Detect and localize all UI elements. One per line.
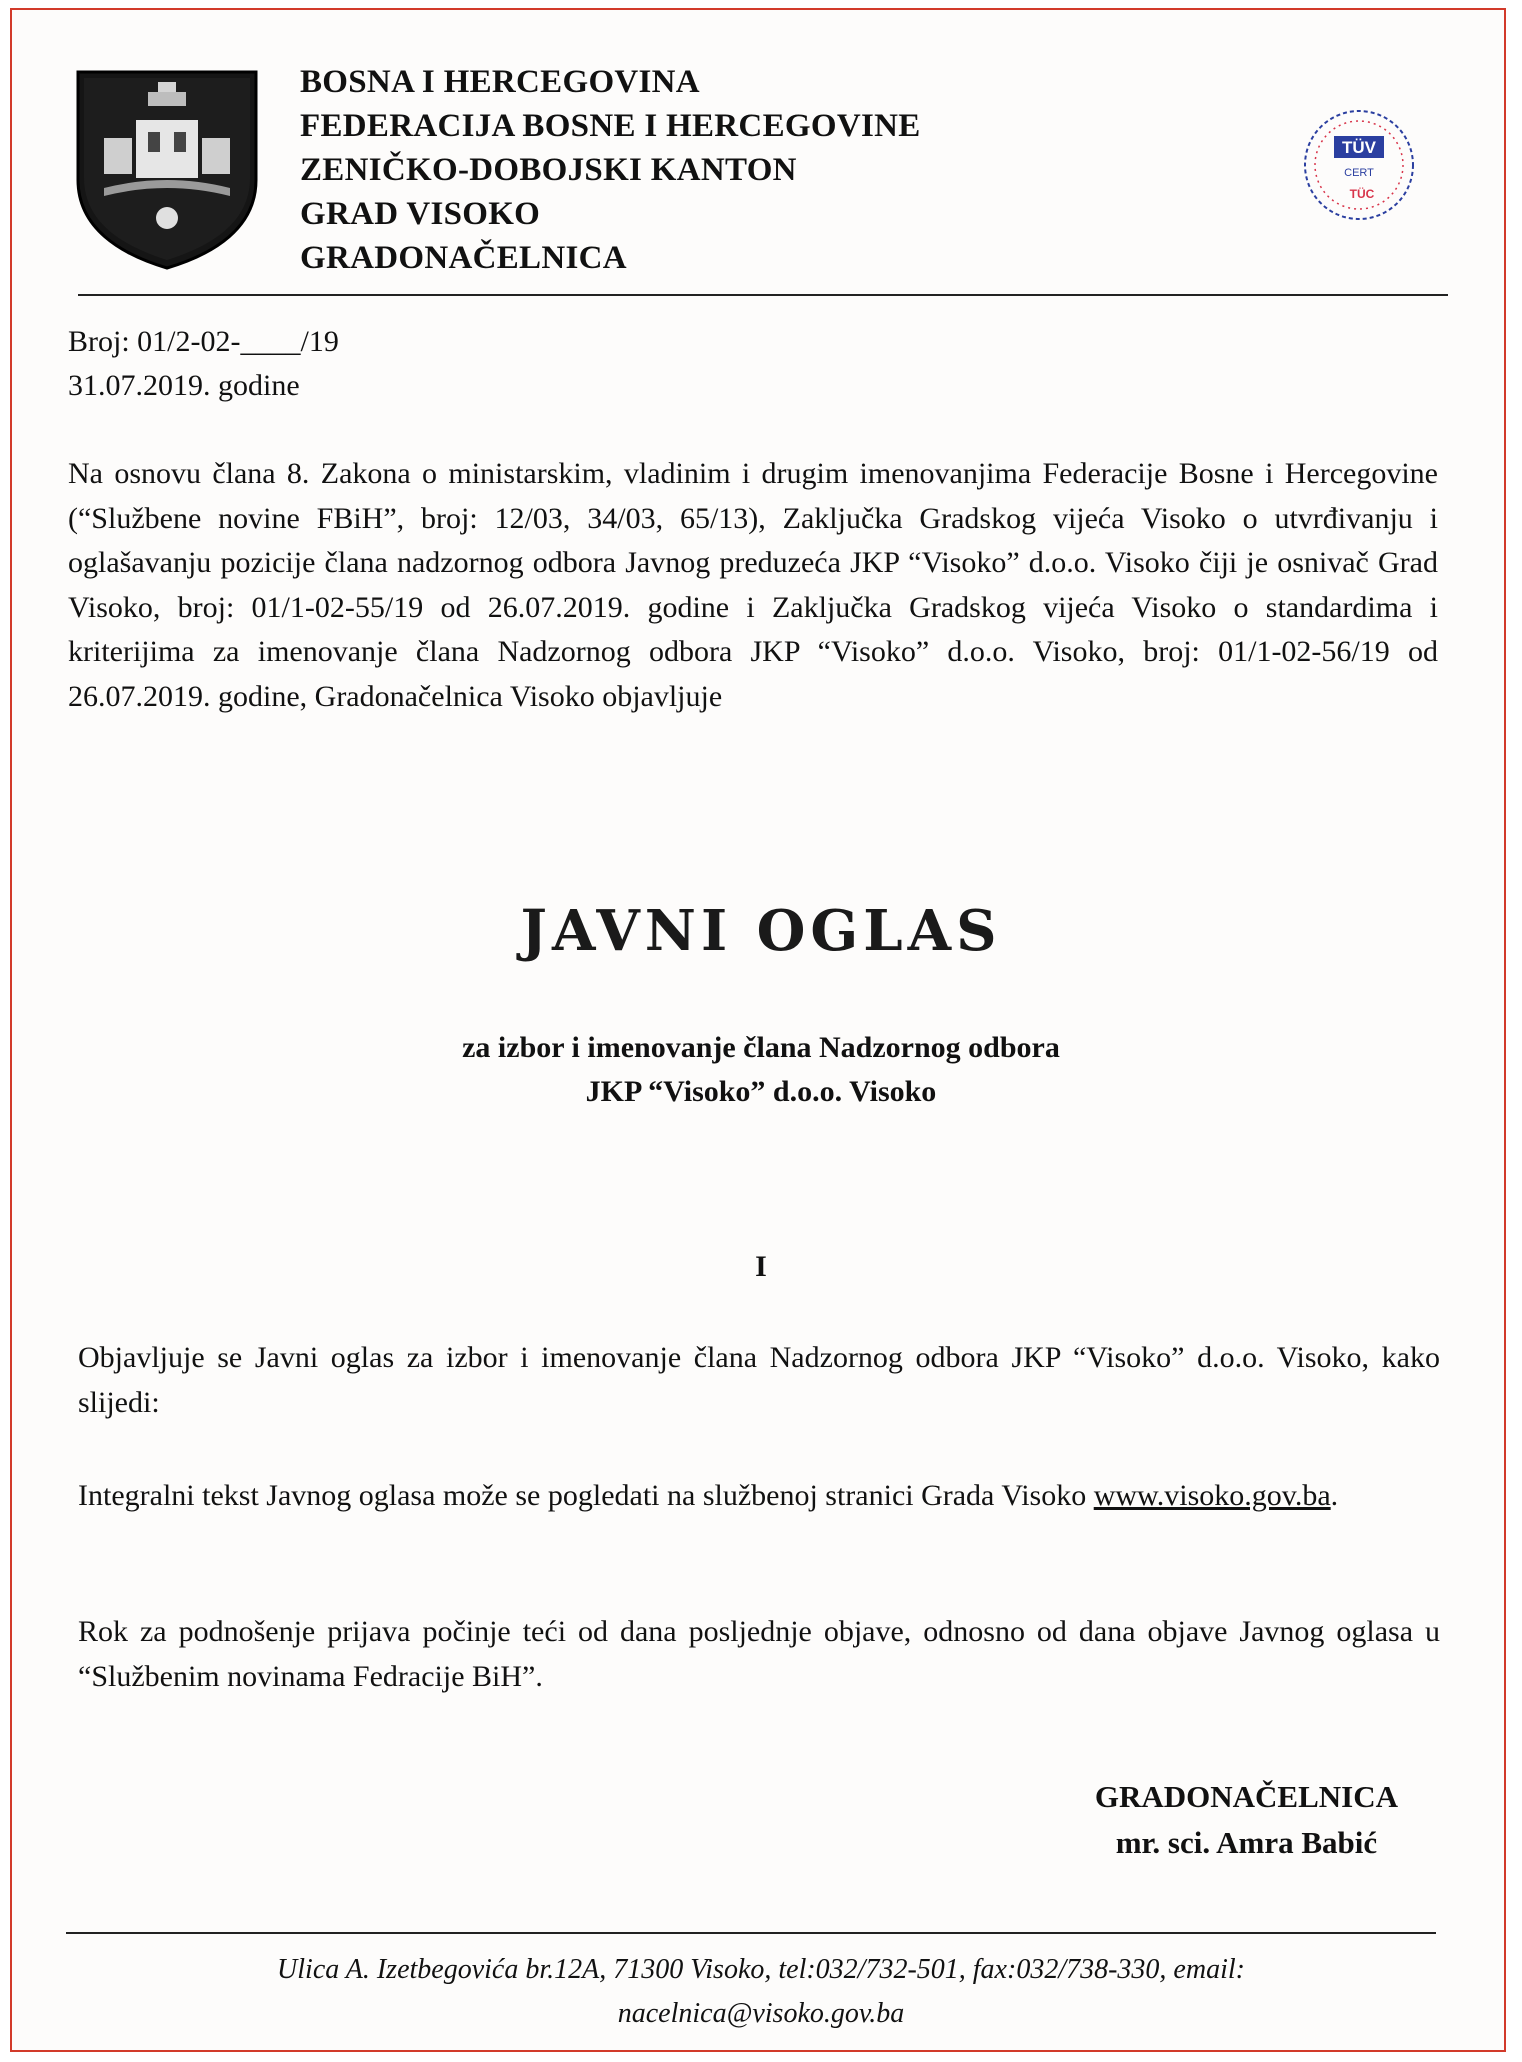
coat-of-arms-icon bbox=[74, 68, 260, 272]
signature-block bbox=[1095, 1774, 1398, 1866]
intro-paragraph: Na osnovu člana 8. Zakona o ministarskim, vladinim i drugim imenovanjima Federacije Bosne i Hercegovine (“Službene novine FBiH”, broj: 12/03, 34/03, 65/13), Zaključka Gradskog vijeća Visoko o utvrđivanju i oglašavanju pozicije člana nadzornog odbora Javnog preduzeća JKP “Visoko” d.o.o. Visoko čiji je osnivač Grad Visoko, broj: 01/1-02-55/19 od 26.07.2019. godine i Zaključka Gradskog vijeća Visoko o standardima i kriterijima za imenovanje člana Nadzornog odbora JKP “Visoko” d.o.o. Visoko, broj: 01/1-02-56/19 od 26.07.2019. godine, Gradonačelnica Visoko objavljuje bbox=[68, 457, 1438, 713]
paragraph-announcement: Objavljuje se Javni oglas za izbor i imenovanje člana Nadzornog odbora JKP “Visoko” d.o.o. Visoko, kako slijedi: bbox=[78, 1341, 1440, 1419]
header-line-country: BOSNA I HERCEGOVINA bbox=[300, 64, 700, 100]
footer-divider bbox=[66, 1932, 1436, 1934]
institution-header bbox=[300, 60, 921, 280]
website-text: Integralni tekst Javnog oglasa može se pogledati na službenoj stranici Grada Visoko bbox=[78, 1479, 1094, 1512]
footer-address: Ulica A. Izetbegovića br.12A, 71300 Visoko, tel:032/732-501, fax:032/738-330, email: bbox=[277, 1954, 1245, 1985]
paragraph-deadline: Rok za podnošenje prijava počinje teći od dana posljednje objave, odnosno od dana objave Javnog oglasa u “Službenim novinama Fedracije BiH”. bbox=[78, 1615, 1440, 1693]
signature-name: mr. sci. Amra Babić bbox=[1115, 1825, 1378, 1860]
header-line-canton: ZENIČKO-DOBOJSKI KANTON bbox=[300, 152, 797, 188]
reference-block bbox=[68, 320, 339, 408]
svg-text:TÜV: TÜV bbox=[1342, 138, 1376, 157]
reference-date: 31.07.2019. godine bbox=[68, 369, 300, 402]
header-line-city: GRAD VISOKO bbox=[300, 196, 541, 232]
subtitle-line-1: za izbor i imenovanje člana Nadzornog odbora bbox=[462, 1031, 1060, 1064]
document-subtitle bbox=[0, 1026, 1522, 1114]
footer-contact bbox=[0, 1948, 1522, 2036]
footer-email: nacelnica@visoko.gov.ba bbox=[617, 1998, 905, 2029]
website-end: . bbox=[1330, 1479, 1339, 1512]
section-number: I bbox=[755, 1250, 767, 1283]
tuv-certification-icon bbox=[1300, 106, 1418, 224]
header-divider bbox=[78, 294, 1448, 296]
svg-text:TÜC: TÜC bbox=[1349, 187, 1375, 201]
website-link[interactable]: www.visoko.gov.ba bbox=[1093, 1479, 1331, 1512]
paragraph-website bbox=[78, 1474, 1440, 1519]
header-line-federation: FEDERACIJA BOSNE I HERCEGOVINE bbox=[300, 108, 921, 144]
header-line-office: GRADONAČELNICA bbox=[300, 240, 627, 276]
signature-role: GRADONAČELNICA bbox=[1094, 1779, 1398, 1814]
reference-number: Broj: 01/2-02-____/19 bbox=[68, 325, 339, 358]
subtitle-line-2: JKP “Visoko” d.o.o. Visoko bbox=[585, 1075, 937, 1108]
document-title: JAVNI OGLAS bbox=[520, 898, 1002, 964]
svg-text:CERT: CERT bbox=[1344, 167, 1374, 179]
